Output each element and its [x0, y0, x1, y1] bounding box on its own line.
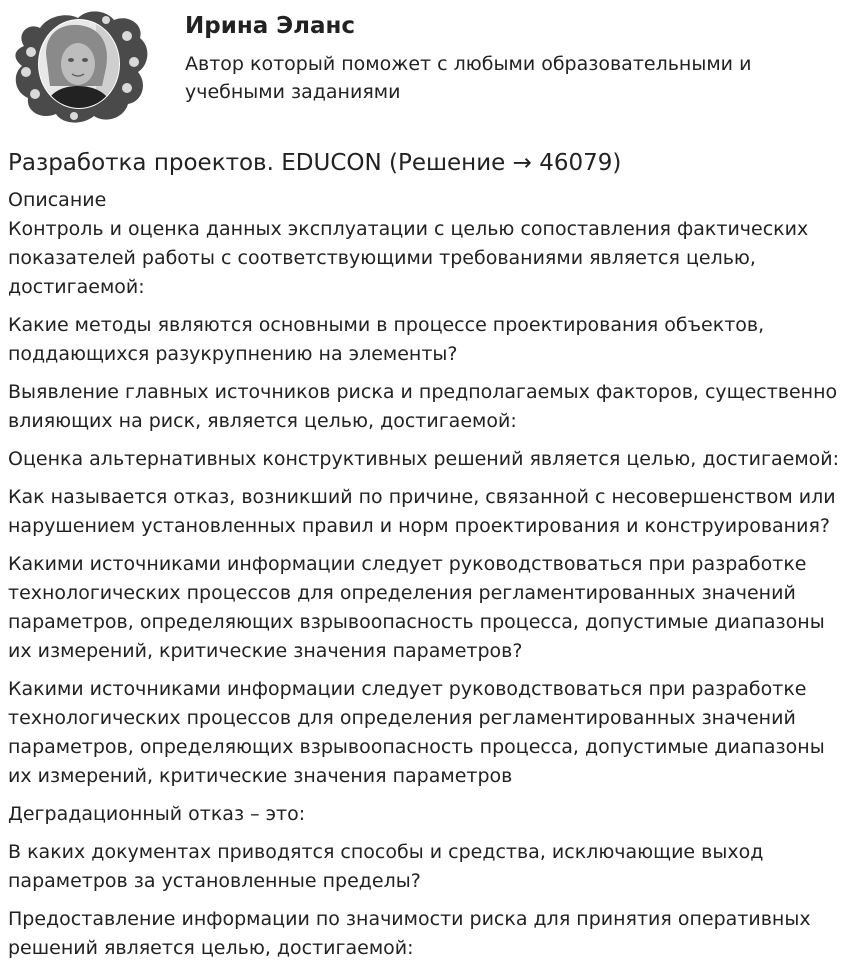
question-paragraph: Контроль и оценка данных эксплуатации с целью сопоставления фактических показателей работы с соответствующими требованиями является целью, достигаемой:: [8, 218, 809, 298]
author-name: Ирина Эланс: [185, 13, 356, 39]
question-paragraph: Оценка альтернативных конструктивных решений является целью, достигаемой:: [8, 448, 840, 470]
section-label: Описание: [8, 189, 107, 211]
question-paragraph: Какими источниками информации следует руководствоваться при разработке технологических процессов для определения регламентированных значений параметров, определяющих взрывоопасность процесса, допустимые диапазоны их измерений, критические значения параметров: [8, 678, 825, 787]
page-title: Разработка проектов. EDUCON (Решение → 46079): [8, 150, 622, 176]
question-paragraph: Деградационный отказ – это:: [8, 803, 306, 825]
question-paragraph: Предоставление информации по значимости риска для принятия оперативных решений является целью, достигаемой:: [8, 908, 811, 959]
author-avatar: [6, 6, 152, 126]
document-body: [8, 186, 843, 972]
author-description: Автор который поможет с любыми образовательными и учебными заданиями: [185, 53, 752, 103]
question-paragraph: Выявление главных источников риска и предполагаемых факторов, существенно влияющих на риск, является целью, достигаемой:: [8, 381, 838, 432]
question-paragraph: Какими источниками информации следует руководствоваться при разработке технологических процессов для определения регламентированных значений параметров, определяющих взрывоопасность процесса, допустимые диапазоны их измерений, критические значения параметров?: [8, 553, 825, 662]
question-paragraph: В каких документах приводятся способы и средства, исключающие выход параметров за установленные пределы?: [8, 841, 764, 892]
question-paragraph: Какие методы являются основными в процессе проектирования объектов, поддающихся разукрупнению на элементы?: [8, 314, 765, 365]
author-card: [0, 0, 847, 130]
question-paragraph: Как называется отказ, возникший по причине, связанной с несовершенством или нарушением установленных правил и норм проектирования и конструирования?: [8, 486, 836, 537]
